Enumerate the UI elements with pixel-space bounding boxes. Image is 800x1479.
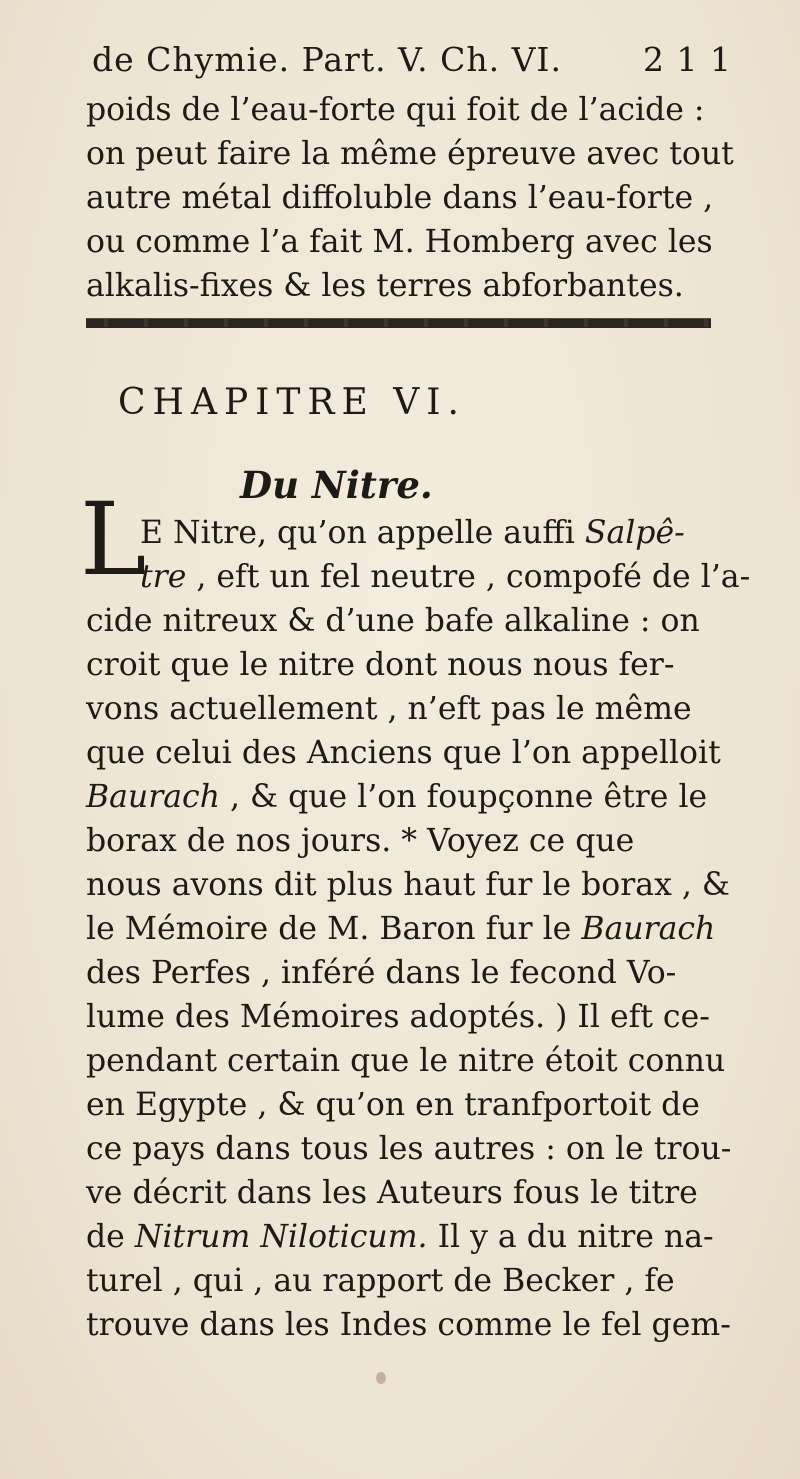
text-line: des Perfes , inféré dans le fecond Vo- bbox=[86, 955, 677, 991]
text-line: ou comme l’a fait M. Homberg avec les bbox=[86, 224, 713, 260]
text-run: Il y a du nitre na- bbox=[427, 1219, 714, 1255]
text-run: , eft un fel neutre , compofé de l’a- bbox=[186, 559, 751, 595]
text-line: croit que le nitre dont nous nous fer- bbox=[86, 647, 675, 683]
text-line: alkalis-fixes & les terres abforbantes. bbox=[86, 268, 684, 304]
page-number: 2 1 1 bbox=[643, 40, 732, 79]
text-line bbox=[86, 1216, 726, 1259]
divider-rule bbox=[86, 318, 711, 328]
text-run: de bbox=[86, 1219, 135, 1255]
text-line: on peut faire la même épreuve avec tout bbox=[86, 136, 734, 172]
italic-term: Baurach bbox=[581, 911, 716, 947]
text-line: nous avons dit plus haut fur le borax , & bbox=[86, 867, 730, 903]
text-line: borax de nos jours. * Voyez ce que bbox=[86, 823, 635, 859]
text-line: que celui des Anciens que l’on appelloit bbox=[86, 735, 721, 771]
text-run: le Mémoire de M. Baron fur le bbox=[86, 911, 582, 947]
chapter-subtitle: Du Nitre. bbox=[240, 463, 433, 507]
text-line: turel , qui , au rapport de Becker , fe bbox=[86, 1263, 675, 1299]
running-title: de Chymie. Part. V. Ch. VI. bbox=[92, 40, 562, 79]
text-line: ve décrit dans les Auteurs fous le titre bbox=[86, 1175, 698, 1211]
text-line: en Egypte , & qu’on en tranfportoit de bbox=[86, 1087, 700, 1123]
text-line: autre métal diffoluble dans l’eau-forte , bbox=[86, 180, 714, 216]
text-run: , & que l’on foupçonne être le bbox=[219, 779, 708, 815]
chapter-heading: CHAPITRE VI. bbox=[118, 382, 466, 423]
running-header bbox=[92, 40, 732, 79]
italic-term: Salpê- bbox=[584, 515, 685, 551]
text-line: poids de l’eau-forte qui foit de l’acide : bbox=[86, 92, 705, 128]
text-run: E Nitre, qu’on appelle auffi bbox=[140, 515, 585, 551]
italic-term: tre bbox=[140, 559, 187, 595]
text-line: vons actuellement , n’eft pas le même bbox=[86, 691, 692, 727]
text-line: ce pays dans tous les autres : on le trou- bbox=[86, 1131, 732, 1167]
text-line: lume des Mémoires adoptés. ) Il eft ce- bbox=[86, 999, 710, 1035]
drop-cap: L bbox=[80, 481, 147, 598]
text-line bbox=[86, 776, 726, 819]
text-line bbox=[86, 908, 726, 951]
italic-term: Nitrum Niloticum. bbox=[134, 1219, 428, 1255]
ink-spot-mark bbox=[376, 1372, 386, 1384]
text-line bbox=[140, 556, 780, 599]
text-line bbox=[140, 512, 780, 555]
text-line: cide nitreux & d’une bafe alkaline : on bbox=[86, 603, 700, 639]
text-line: trouve dans les Indes comme le fel gem- bbox=[86, 1307, 731, 1343]
italic-term: Baurach bbox=[86, 779, 220, 815]
text-line: pendant certain que le nitre étoit connu bbox=[86, 1043, 726, 1079]
